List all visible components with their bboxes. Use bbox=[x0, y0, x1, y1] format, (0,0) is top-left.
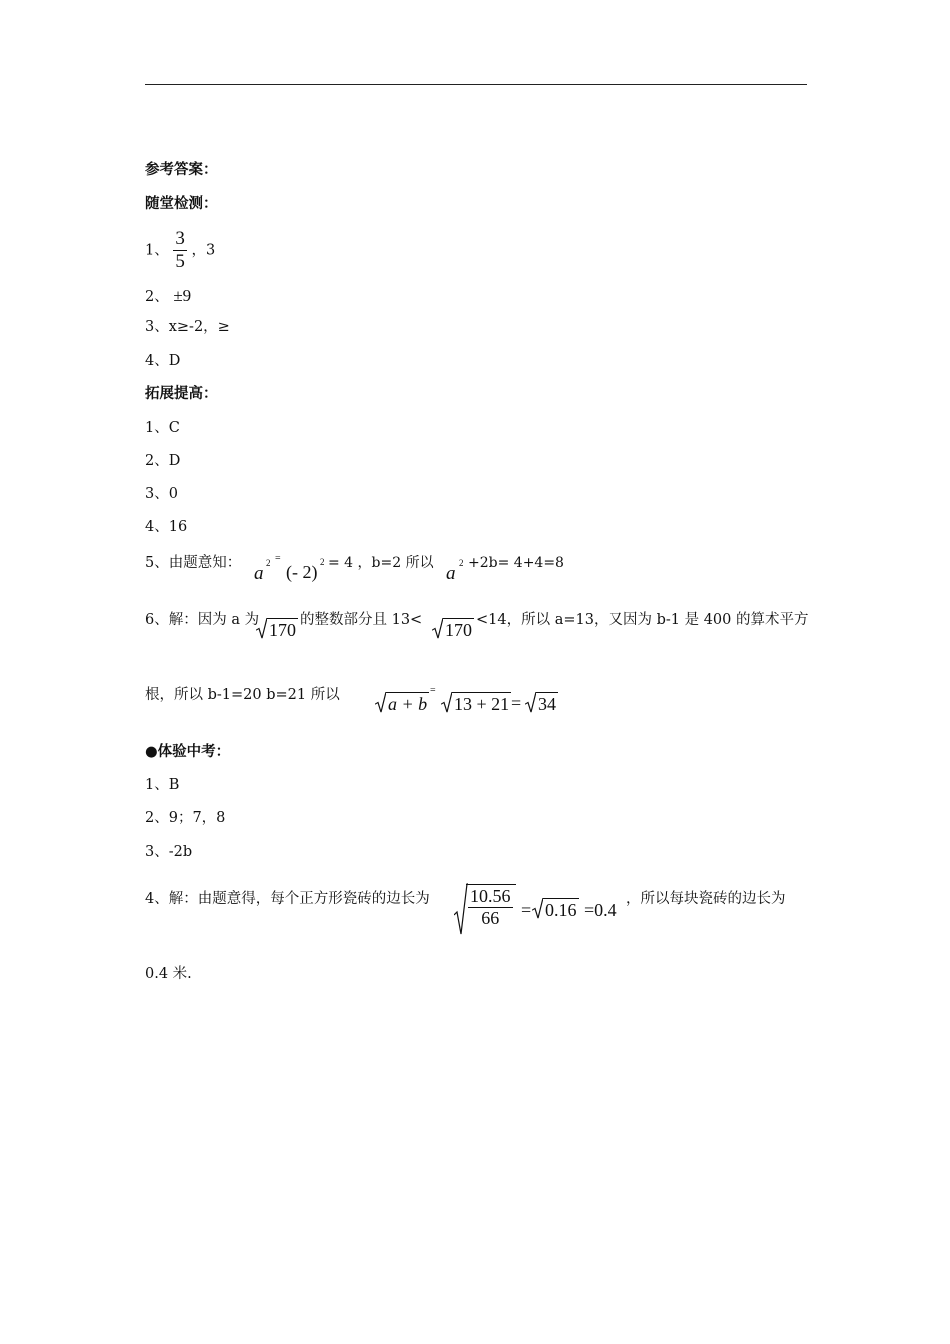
answer-text: <14，所以 a=13，又因为 b-1 是 400 的算术平方 bbox=[476, 612, 809, 628]
answer-text: ，3 bbox=[191, 242, 216, 259]
practice-answer-3: 3、x≥-2，≥ bbox=[145, 319, 230, 335]
header-rule bbox=[145, 84, 807, 85]
math-equals: = bbox=[521, 900, 532, 920]
radicand: 170 bbox=[269, 620, 296, 640]
answer-number: 1、 bbox=[145, 242, 169, 259]
fraction-numerator: 3 bbox=[175, 228, 185, 249]
answer-text: = 4 ，b=2 所以 bbox=[328, 555, 434, 571]
answer-text: +2b= 4+4=8 bbox=[468, 555, 564, 571]
sqrt-sign-icon bbox=[454, 883, 468, 935]
practice-answer-1 bbox=[145, 229, 215, 272]
answer-number: 2、 bbox=[145, 289, 169, 305]
extension-answer-2: 2、D bbox=[145, 453, 181, 469]
square-root bbox=[375, 692, 429, 713]
radicand: 170 bbox=[445, 620, 472, 640]
answer-text: 5、由题意知： bbox=[145, 555, 242, 571]
exam-answer-1: 1、B bbox=[145, 777, 180, 793]
math-equals: = bbox=[430, 685, 436, 696]
math-expression: (- 2) bbox=[286, 562, 318, 582]
radicand: a + b bbox=[388, 694, 428, 714]
section-heading-exam: ●体验中考： bbox=[145, 744, 231, 760]
answer-text: ±9 bbox=[173, 286, 192, 305]
math-variable: a bbox=[254, 563, 264, 584]
fraction-numerator: 10.56 bbox=[470, 886, 511, 906]
extension-answer-4: 4、16 bbox=[145, 519, 188, 535]
square-root bbox=[532, 898, 579, 919]
square-root bbox=[441, 692, 511, 713]
math-result: =0.4 bbox=[584, 900, 617, 920]
fraction bbox=[468, 887, 513, 928]
exam-answer-3: 3、-2b bbox=[145, 844, 193, 860]
square-root bbox=[432, 618, 474, 639]
math-equals: = bbox=[511, 693, 522, 713]
math-equals: = bbox=[275, 553, 281, 564]
section-heading-extension: 拓展提高： bbox=[145, 386, 218, 402]
square-root bbox=[256, 618, 298, 639]
math-exponent: 2 bbox=[266, 558, 271, 568]
radicand: 34 bbox=[538, 694, 556, 714]
practice-answer-4: 4、D bbox=[145, 353, 181, 369]
practice-answer-2 bbox=[145, 287, 191, 305]
answer-text: 0.4 米. bbox=[145, 966, 192, 982]
math-exponent: 2 bbox=[459, 558, 464, 568]
answer-text: 4、解：由题意得，每个正方形瓷砖的边长为 bbox=[145, 891, 430, 907]
fraction-denominator: 66 bbox=[481, 907, 500, 928]
answer-text: 的整数部分且 13< bbox=[300, 612, 423, 628]
answer-text: 根，所以 b-1=20 b=21 所以 bbox=[145, 687, 340, 703]
fraction-denominator: 5 bbox=[175, 250, 185, 272]
extension-answer-1: 1、C bbox=[145, 420, 180, 436]
math-exponent: 2 bbox=[320, 557, 325, 567]
exam-answer-2: 2、9；7，8 bbox=[145, 810, 226, 826]
answer-text: ，所以每块瓷砖的边长为 bbox=[626, 891, 786, 907]
fraction bbox=[173, 229, 187, 272]
answer-text: 6、解：因为 a 为 bbox=[145, 612, 260, 628]
answers-title: 参考答案： bbox=[145, 162, 218, 178]
math-variable: a bbox=[446, 563, 456, 584]
radical-bar bbox=[466, 884, 516, 885]
section-heading-practice: 随堂检测： bbox=[145, 196, 218, 212]
extension-answer-3: 3、0 bbox=[145, 486, 178, 502]
square-root bbox=[525, 692, 558, 713]
radicand: 13 + 21 bbox=[454, 694, 510, 714]
radicand: 0.16 bbox=[545, 900, 577, 920]
